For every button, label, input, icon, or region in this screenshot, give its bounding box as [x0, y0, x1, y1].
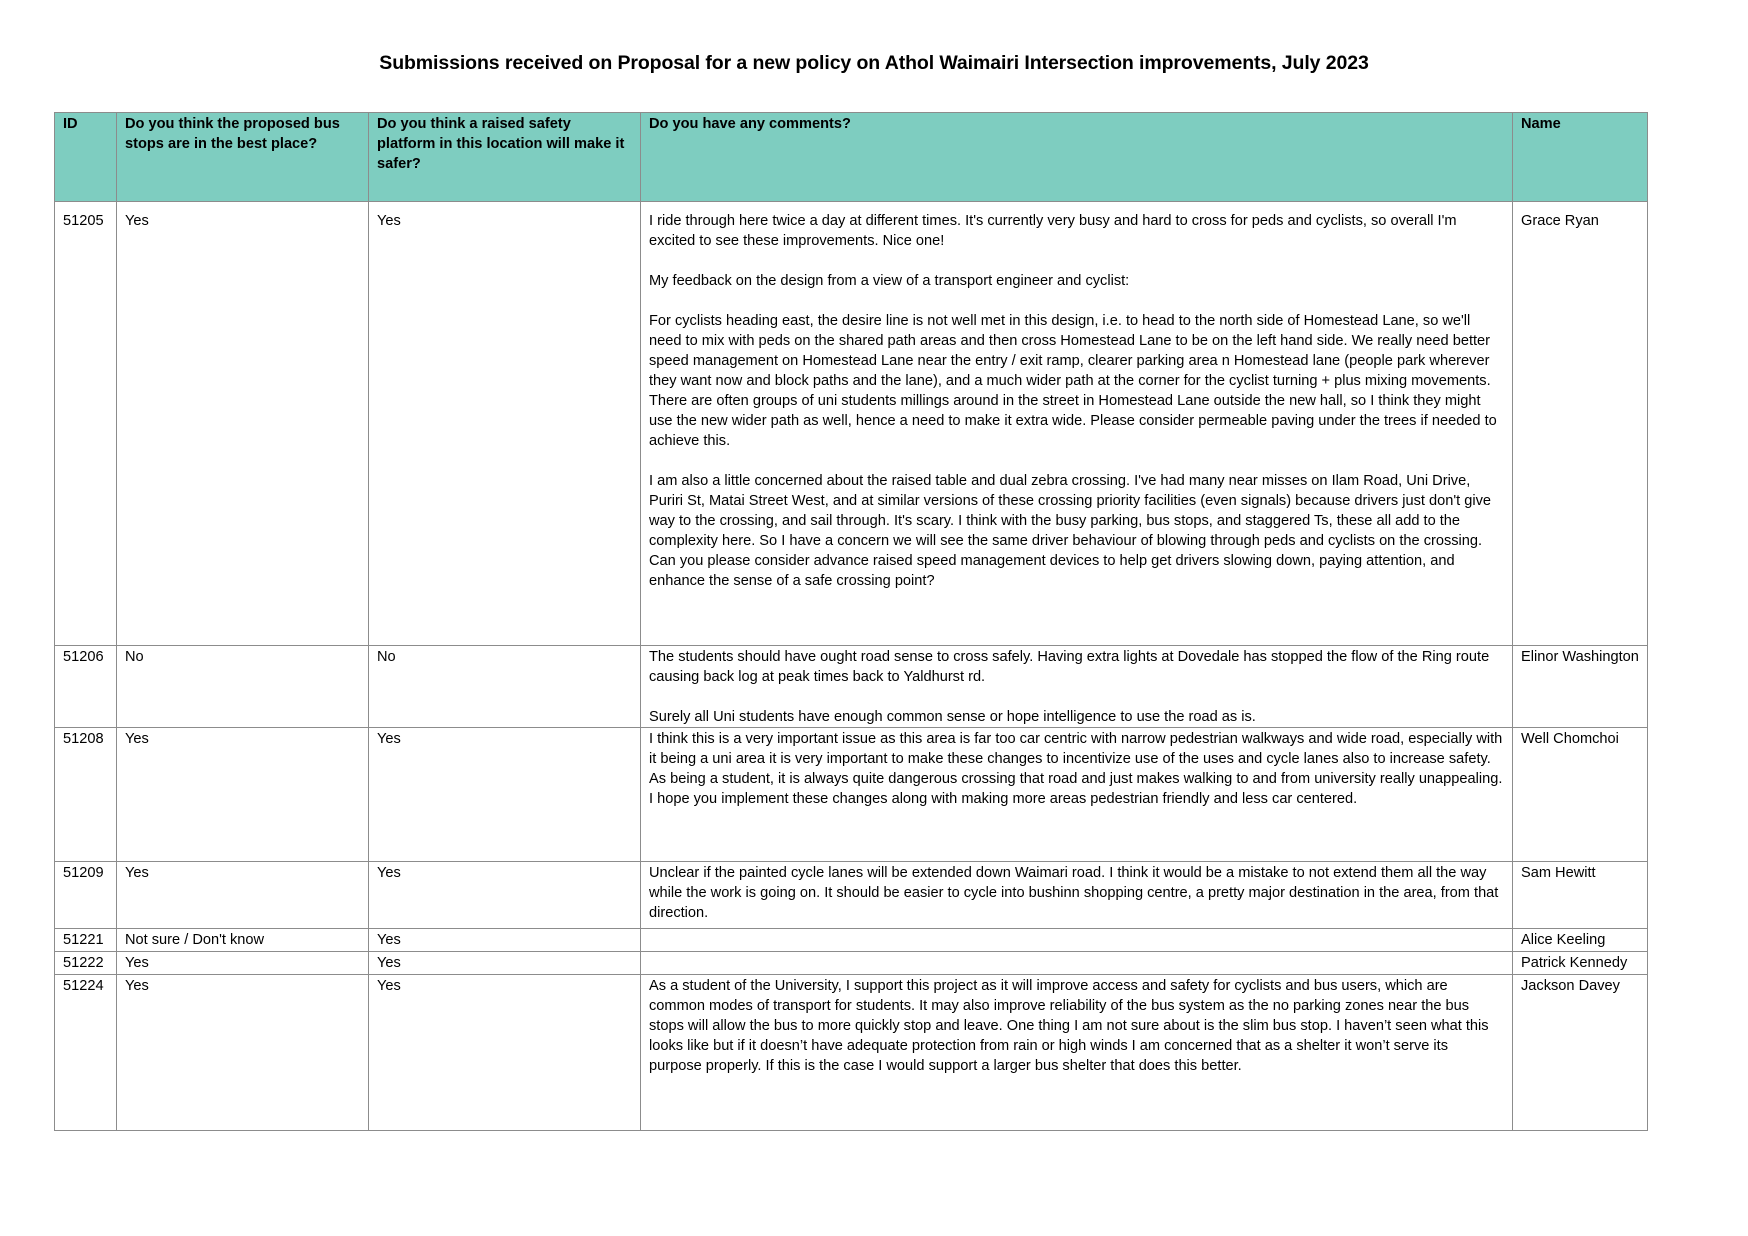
bus-stops-answer: Yes [117, 975, 369, 1131]
comment-paragraph: Surely all Uni students have enough common sense or hope intelligence to use the road as is. [649, 709, 1256, 725]
comment-paragraph: For cyclists heading east, the desire line is not well met in this design, i.e. to head to the north side of Homestead Lane, so we'll need to mix with peds on the shared path areas and then cross Homestead Lane to be on the left hand side. We really need better speed management on Homestead Lane near the entry / exit ramp, clearer parking area n Homestead lane (people park wherever they want now and block paths and the lane), and a much wider path at the corner for the cyclist turning + plus mixing movements. There are often groups of uni students millings around in the street in Homestead Lane outside the new hall, so I think they might use the new wider path as well, hence a need to make it extra wide. Please consider permeable paving under the trees if needed to achieve this. [649, 313, 1497, 449]
submission-id: 51222 [55, 952, 117, 975]
bus-stops-answer: No [117, 646, 369, 728]
table-row [55, 728, 1648, 862]
column-header-platform: Do you think a raised safety platform in this location will make it safer? [369, 113, 641, 202]
comments-cell [641, 929, 1513, 952]
submitter-name: Alice Keeling [1513, 929, 1648, 952]
table-row [55, 646, 1648, 728]
bus-stops-answer: Yes [117, 862, 369, 929]
submission-id: 51205 [55, 202, 117, 646]
column-header-bus-stops: Do you think the proposed bus stops are in the best place? [117, 113, 369, 202]
header-row [55, 113, 1648, 202]
comment-paragraph: My feedback on the design from a view of a transport engineer and cyclist: [649, 273, 1130, 289]
submission-id: 51224 [55, 975, 117, 1131]
submitter-name: Elinor Washington [1513, 646, 1648, 728]
submitter-name: Patrick Kennedy [1513, 952, 1648, 975]
page-title: Submissions received on Proposal for a new policy on Athol Waimairi Intersection improvements, July 2023 [379, 52, 1369, 74]
platform-answer: Yes [369, 202, 641, 646]
bus-stops-answer: Not sure / Don't know [117, 929, 369, 952]
bus-stops-answer: Yes [117, 202, 369, 646]
submission-id: 51209 [55, 862, 117, 929]
platform-answer: No [369, 646, 641, 728]
comments-cell [641, 202, 1513, 646]
submission-id: 51208 [55, 728, 117, 862]
comments-cell [641, 646, 1513, 728]
table-row [55, 975, 1648, 1131]
comments-cell [641, 952, 1513, 975]
comment-paragraph: Unclear if the painted cycle lanes will be extended down Waimari road. I think it would be a mistake to not extend them all the way while the work is going on. It should be easier to cycle into bushinn shopping centre, a pretty major destination in the area, from that direction. [649, 865, 1499, 921]
table-row [55, 929, 1648, 952]
comment-paragraph: I think this is a very important issue as this area is far too car centric with narrow pedestrian walkways and wide road, especially with it being a uni area it is very important to make these changes to incentivize use of the uses and cycle lanes also to increase safety. As being a student, it is always quite dangerous crossing that road and just makes walking to and from university really unappealing. I hope you implement these changes along with making more areas pedestrian friendly and less car centered. [649, 731, 1503, 807]
comments-cell [641, 862, 1513, 929]
submission-id: 51221 [55, 929, 117, 952]
comment-paragraph: I ride through here twice a day at different times. It's currently very busy and hard to cross for peds and cyclists, so overall I'm excited to see these improvements. Nice one! [649, 213, 1457, 249]
platform-answer: Yes [369, 929, 641, 952]
column-header-id: ID [55, 113, 117, 202]
column-header-comments: Do you have any comments? [641, 113, 1513, 202]
comment-paragraph: The students should have ought road sense to cross safely. Having extra lights at Dovedale has stopped the flow of the Ring route causing back log at peak times back to Yaldhurst rd. [649, 649, 1490, 685]
platform-answer: Yes [369, 862, 641, 929]
submitter-name: Jackson Davey [1513, 975, 1648, 1131]
submitter-name: Well Chomchoi [1513, 728, 1648, 862]
bus-stops-answer: Yes [117, 728, 369, 862]
comments-cell [641, 728, 1513, 862]
bus-stops-answer: Yes [117, 952, 369, 975]
comment-paragraph: I am also a little concerned about the raised table and dual zebra crossing. I've had many near misses on Ilam Road, Uni Drive, Puriri St, Matai Street West, and at similar versions of these crossing priority facilities (even signals) because drivers just don't give way to the crossing, and sail through. It's scary. I think with the busy parking, bus stops, and staggered Ts, these all add to the complexity here. So I have a concern we will see the same driver behaviour of blowing through peds and cyclists on the crossing. Can you please consider advance raised speed management devices to help get drivers slowing down, paying attention, and enhance the sense of a safe crossing point? [649, 473, 1491, 589]
comment-paragraph: As a student of the University, I support this project as it will improve access and safety for cyclists and bus users, which are common modes of transport for students. It may also improve reliability of the bus system as the no parking zones near the bus stops will allow the bus to more quickly stop and leave. One thing I am not sure about is the slim bus stop. I haven’t seen what this looks like but if it doesn’t have adequate protection from rain or high winds I am concerned that as a shelter it won’t serve its purpose properly. If this is the case I would support a larger bus shelter that does this better. [649, 978, 1489, 1074]
platform-answer: Yes [369, 952, 641, 975]
comments-cell [641, 975, 1513, 1131]
submissions-table [54, 112, 1648, 1131]
submission-id: 51206 [55, 646, 117, 728]
table-row [55, 862, 1648, 929]
submitter-name: Grace Ryan [1513, 202, 1648, 646]
table-row [55, 202, 1648, 646]
platform-answer: Yes [369, 975, 641, 1131]
platform-answer: Yes [369, 728, 641, 862]
submitter-name: Sam Hewitt [1513, 862, 1648, 929]
column-header-name: Name [1513, 113, 1648, 202]
table-row [55, 952, 1648, 975]
